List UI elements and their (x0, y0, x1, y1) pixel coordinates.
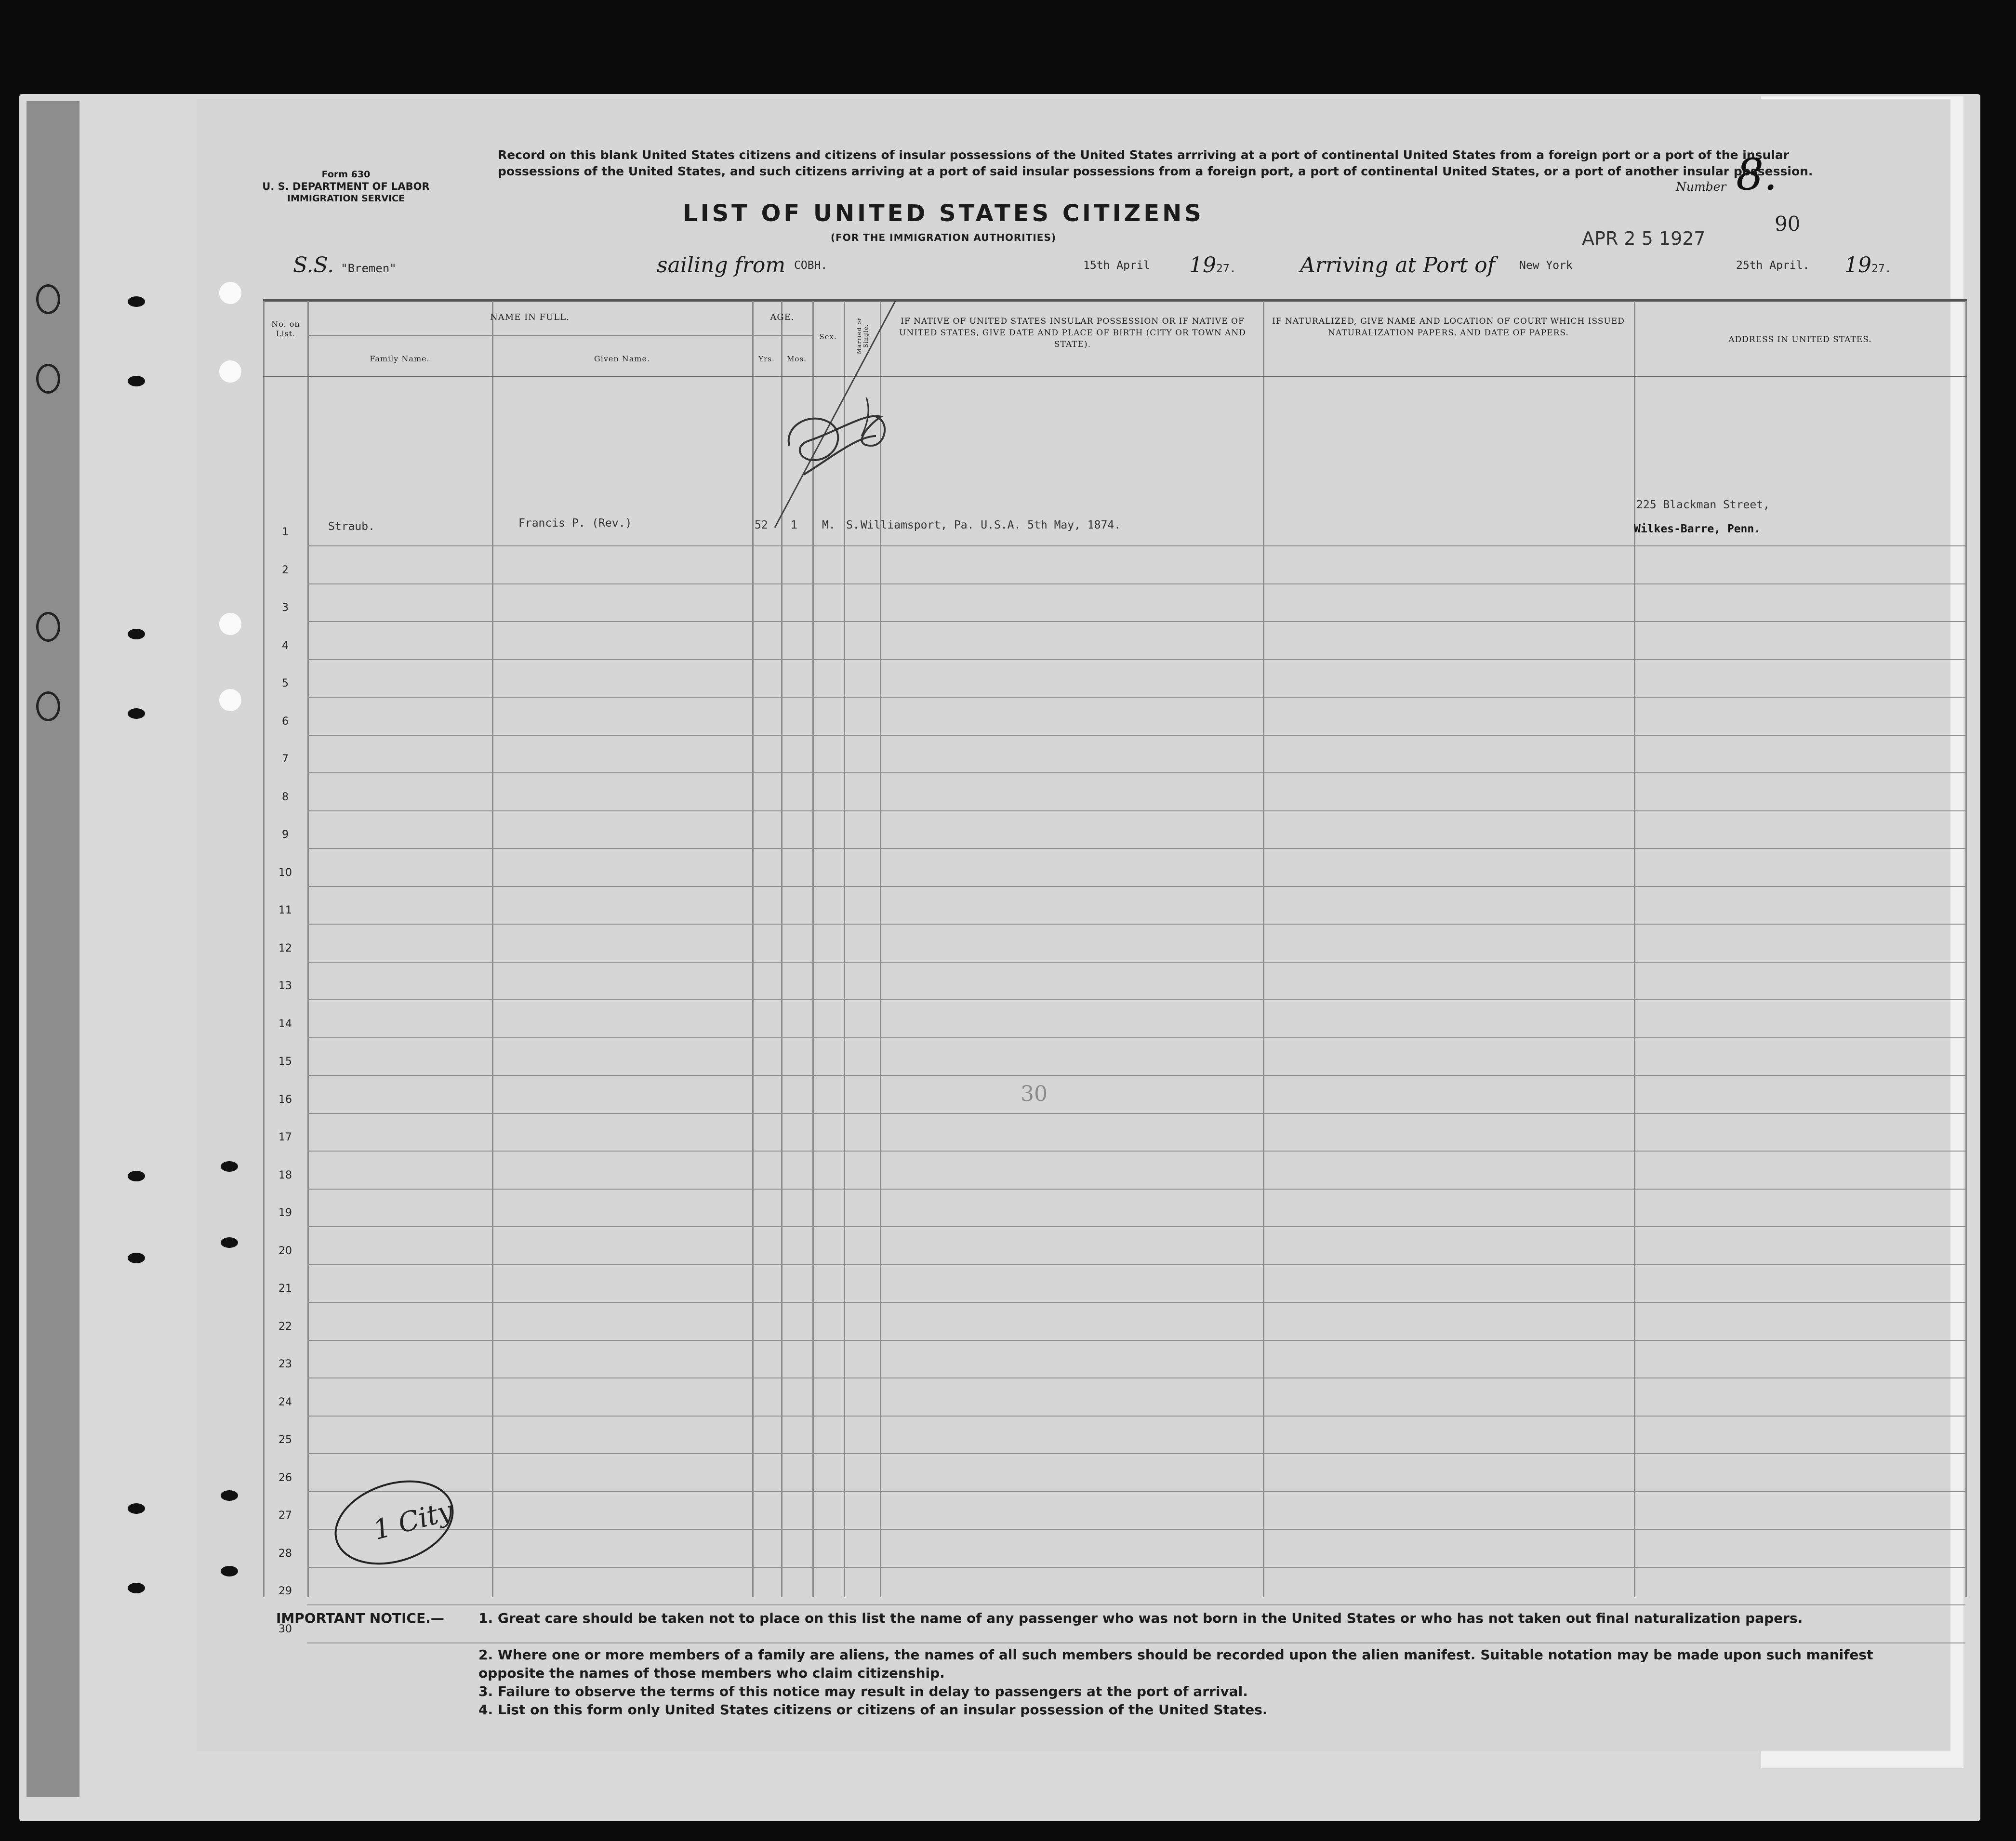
punch-hole (219, 360, 241, 383)
notice-item-2: 2. Where one or more members of a family are aliens, the names of all such members should be recorded upon the alien manifest. Suitable notation may be made upon such manifest opposite the names of those members who claim citizenship. (478, 1647, 1873, 1681)
binder-hole-mark (128, 1171, 145, 1181)
form-subtitle: (FOR THE IMMIGRATION AUTHORITIES) (830, 232, 1056, 243)
row-number: 14 (279, 1018, 292, 1030)
page-number: 90 (1775, 212, 1801, 236)
service-name: IMMIGRATION SERVICE (287, 193, 405, 204)
row-rule (307, 1416, 1965, 1417)
row-rule (307, 1491, 1965, 1492)
row-number: 23 (279, 1358, 292, 1370)
row-number: 9 (282, 829, 289, 841)
row-number: 30 (279, 1623, 292, 1635)
binder-hole-mark (221, 1490, 238, 1501)
col-header-name: NAME IN FULL. (490, 312, 570, 322)
row-rule (307, 999, 1965, 1000)
checkmark-signature-scribble (756, 301, 910, 528)
sex-cell: M. (822, 519, 836, 531)
row-number: 22 (279, 1320, 292, 1333)
row-rule (307, 848, 1965, 849)
row-rule (307, 772, 1965, 773)
row-rule (307, 697, 1965, 698)
department-name: U. S. DEPARTMENT OF LABOR (262, 181, 430, 192)
binder-hole-mark (221, 1161, 238, 1172)
row-number: 19 (279, 1207, 292, 1219)
col-header-no: No. on List. (271, 319, 300, 338)
binder-hole-mark (221, 1237, 238, 1248)
age-months-cell: 1 (791, 519, 797, 531)
address-line-2: Wilkes-Barre, Penn. (1634, 523, 1761, 535)
row-number: 12 (279, 942, 292, 954)
binder-hole-mark (128, 1583, 145, 1593)
address-line-1: 225 Blackman Street, (1636, 499, 1770, 511)
row-number: 6 (282, 715, 289, 728)
row-rule (307, 1567, 1965, 1568)
binder-ring (36, 284, 60, 314)
binder-hole-mark (128, 708, 145, 719)
col-header-age: AGE. (770, 312, 795, 322)
row-rule (307, 886, 1965, 887)
age-years-cell: 52 (755, 519, 768, 531)
row-number: 28 (279, 1547, 292, 1560)
row-number: 4 (282, 639, 289, 652)
row-rule (307, 1264, 1965, 1265)
family-name-cell: Straub. (328, 520, 375, 533)
number-value: 8. (1736, 149, 1777, 200)
binder-hole-mark (128, 1503, 145, 1514)
punch-hole (219, 613, 241, 635)
origin-port: COBH. (794, 259, 828, 272)
punch-hole (219, 689, 241, 711)
column-rule (752, 301, 754, 1597)
col-header-given: Given Name. (594, 354, 650, 363)
faint-mark: 30 (1021, 1082, 1048, 1106)
header-bottom-rule (263, 376, 1967, 377)
row-rule (307, 583, 1965, 584)
subheader-rule (307, 335, 752, 336)
punch-hole (219, 282, 241, 304)
column-rule (492, 301, 493, 1597)
row-rule (307, 1302, 1965, 1303)
notice-item-4: 4. List on this form only United States citizens or citizens of an insular possession of the United States. (478, 1702, 1268, 1718)
row-rule (307, 1226, 1965, 1227)
row-rule (307, 545, 1965, 546)
departure-year: 1927. (1189, 253, 1236, 278)
binder-ring (36, 364, 60, 394)
ship-label: S.S. "Bremen" (293, 253, 397, 278)
row-rule (307, 659, 1965, 660)
row-number: 24 (279, 1396, 292, 1408)
row-number: 1 (282, 526, 289, 538)
column-rule (307, 301, 309, 1597)
row-rule (307, 1377, 1965, 1378)
row-number: 11 (279, 904, 292, 916)
col-header-birth: IF NATIVE OF UNITED STATES INSULAR POSSESSION OR IF NATIVE OF UNITED STATES, GIVE DATE AND PLACE OF BIRTH (CITY OR TOWN AND STATE). (899, 317, 1246, 349)
ship-name: "Bremen" (341, 262, 397, 275)
citizens-list-form (197, 99, 1950, 1751)
row-number: 21 (279, 1283, 292, 1295)
binder-ring (36, 691, 60, 721)
notice-item-1: 1. Great care should be taken not to place on this list the name of any passenger who was not born in the United States or who has not taken out final naturalization papers. (478, 1610, 1803, 1626)
given-name-cell: Francis P. (Rev.) (518, 517, 632, 530)
row-rule (307, 1529, 1965, 1530)
binder-hole-mark (128, 1253, 145, 1263)
col-header-yrs: Yrs. (758, 355, 775, 363)
row-rule (307, 962, 1965, 963)
col-header-naturalized: IF NATURALIZED, GIVE NAME AND LOCATION OF COURT WHICH ISSUED NATURALIZATION PAPERS, AND DATE OF PAPERS. (1272, 317, 1625, 338)
marital-status-cell: S. (846, 519, 860, 531)
col-header-mos: Mos. (787, 355, 807, 363)
row-number: 15 (279, 1056, 292, 1068)
row-rule (307, 1604, 1965, 1605)
row-number: 25 (279, 1434, 292, 1446)
form-number: Form 630 (321, 169, 371, 180)
col-header-sex: Sex. (819, 332, 837, 341)
form-title: LIST OF UNITED STATES CITIZENS (683, 200, 1204, 227)
departure-date: 15th April (1083, 259, 1150, 272)
row-number: 18 (279, 1169, 292, 1181)
binder-edge (27, 101, 80, 1797)
date-stamp: APR 2 5 1927 (1582, 228, 1706, 249)
binder-hole-mark (128, 296, 145, 307)
row-rule (307, 924, 1965, 925)
row-rule (307, 1642, 1965, 1643)
row-number: 10 (279, 866, 292, 879)
sailing-from-label: sailing from (657, 253, 786, 278)
binder-ring (36, 612, 60, 642)
number-label: Number (1676, 180, 1726, 194)
col-header-family: Family Name. (370, 354, 430, 363)
arriving-label: Arriving at Port of (1300, 253, 1496, 278)
row-rule (307, 1113, 1965, 1114)
row-rule (307, 1151, 1965, 1152)
row-rule (307, 1075, 1965, 1076)
row-rule (307, 1037, 1965, 1038)
row-number: 29 (279, 1585, 292, 1597)
form-identifier (259, 169, 433, 205)
col-header-address: ADDRESS IN UNITED STATES. (1728, 335, 1872, 344)
handwritten-note-text: 1 City (370, 1495, 457, 1547)
row-number: 13 (279, 980, 292, 992)
column-rule (1263, 301, 1264, 1597)
binder-hole-mark (221, 1566, 238, 1576)
notice-item-3: 3. Failure to observe the terms of this notice may result in delay to passengers at the port of arrival. (478, 1683, 1248, 1699)
column-rule (1965, 301, 1967, 1597)
row-number: 16 (279, 1093, 292, 1106)
arrival-date: 25th April. (1736, 259, 1810, 272)
handwritten-city-note (327, 1477, 462, 1568)
row-number: 7 (282, 753, 289, 765)
destination-port: New York (1519, 259, 1573, 272)
arrival-year: 1927. (1844, 253, 1892, 278)
instructions-text: Record on this blank United States citizens and citizens of insular possessions of the United States arrriving at a port of continental United States from a foreign port or a port of the insular possessions of the United States, and such citizens arriving at a port of said insular possessions from a foreign port, a port of continental United States, or a port of another insular possession. (498, 148, 1813, 178)
row-rule (307, 1189, 1965, 1190)
row-rule (307, 1340, 1965, 1341)
row-number: 2 (282, 564, 289, 576)
row-number: 27 (279, 1510, 292, 1522)
row-number: 3 (282, 602, 289, 614)
binder-hole-mark (128, 629, 145, 639)
row-number: 26 (279, 1471, 292, 1484)
row-number: 8 (282, 791, 289, 803)
column-rule (1634, 301, 1635, 1597)
row-number: 20 (279, 1245, 292, 1257)
row-number: 5 (282, 677, 289, 689)
row-rule (307, 621, 1965, 622)
birth-cell: Williamsport, Pa. U.S.A. 5th May, 1874. (861, 519, 1121, 531)
row-rule (307, 810, 1965, 811)
binder-hole-mark (128, 376, 145, 386)
col-header-married: Married or Single. (856, 317, 869, 355)
row-rule (307, 735, 1965, 736)
row-number: 17 (279, 1131, 292, 1143)
notice-title: IMPORTANT NOTICE.— (276, 1610, 444, 1626)
row-rule (307, 1453, 1965, 1454)
